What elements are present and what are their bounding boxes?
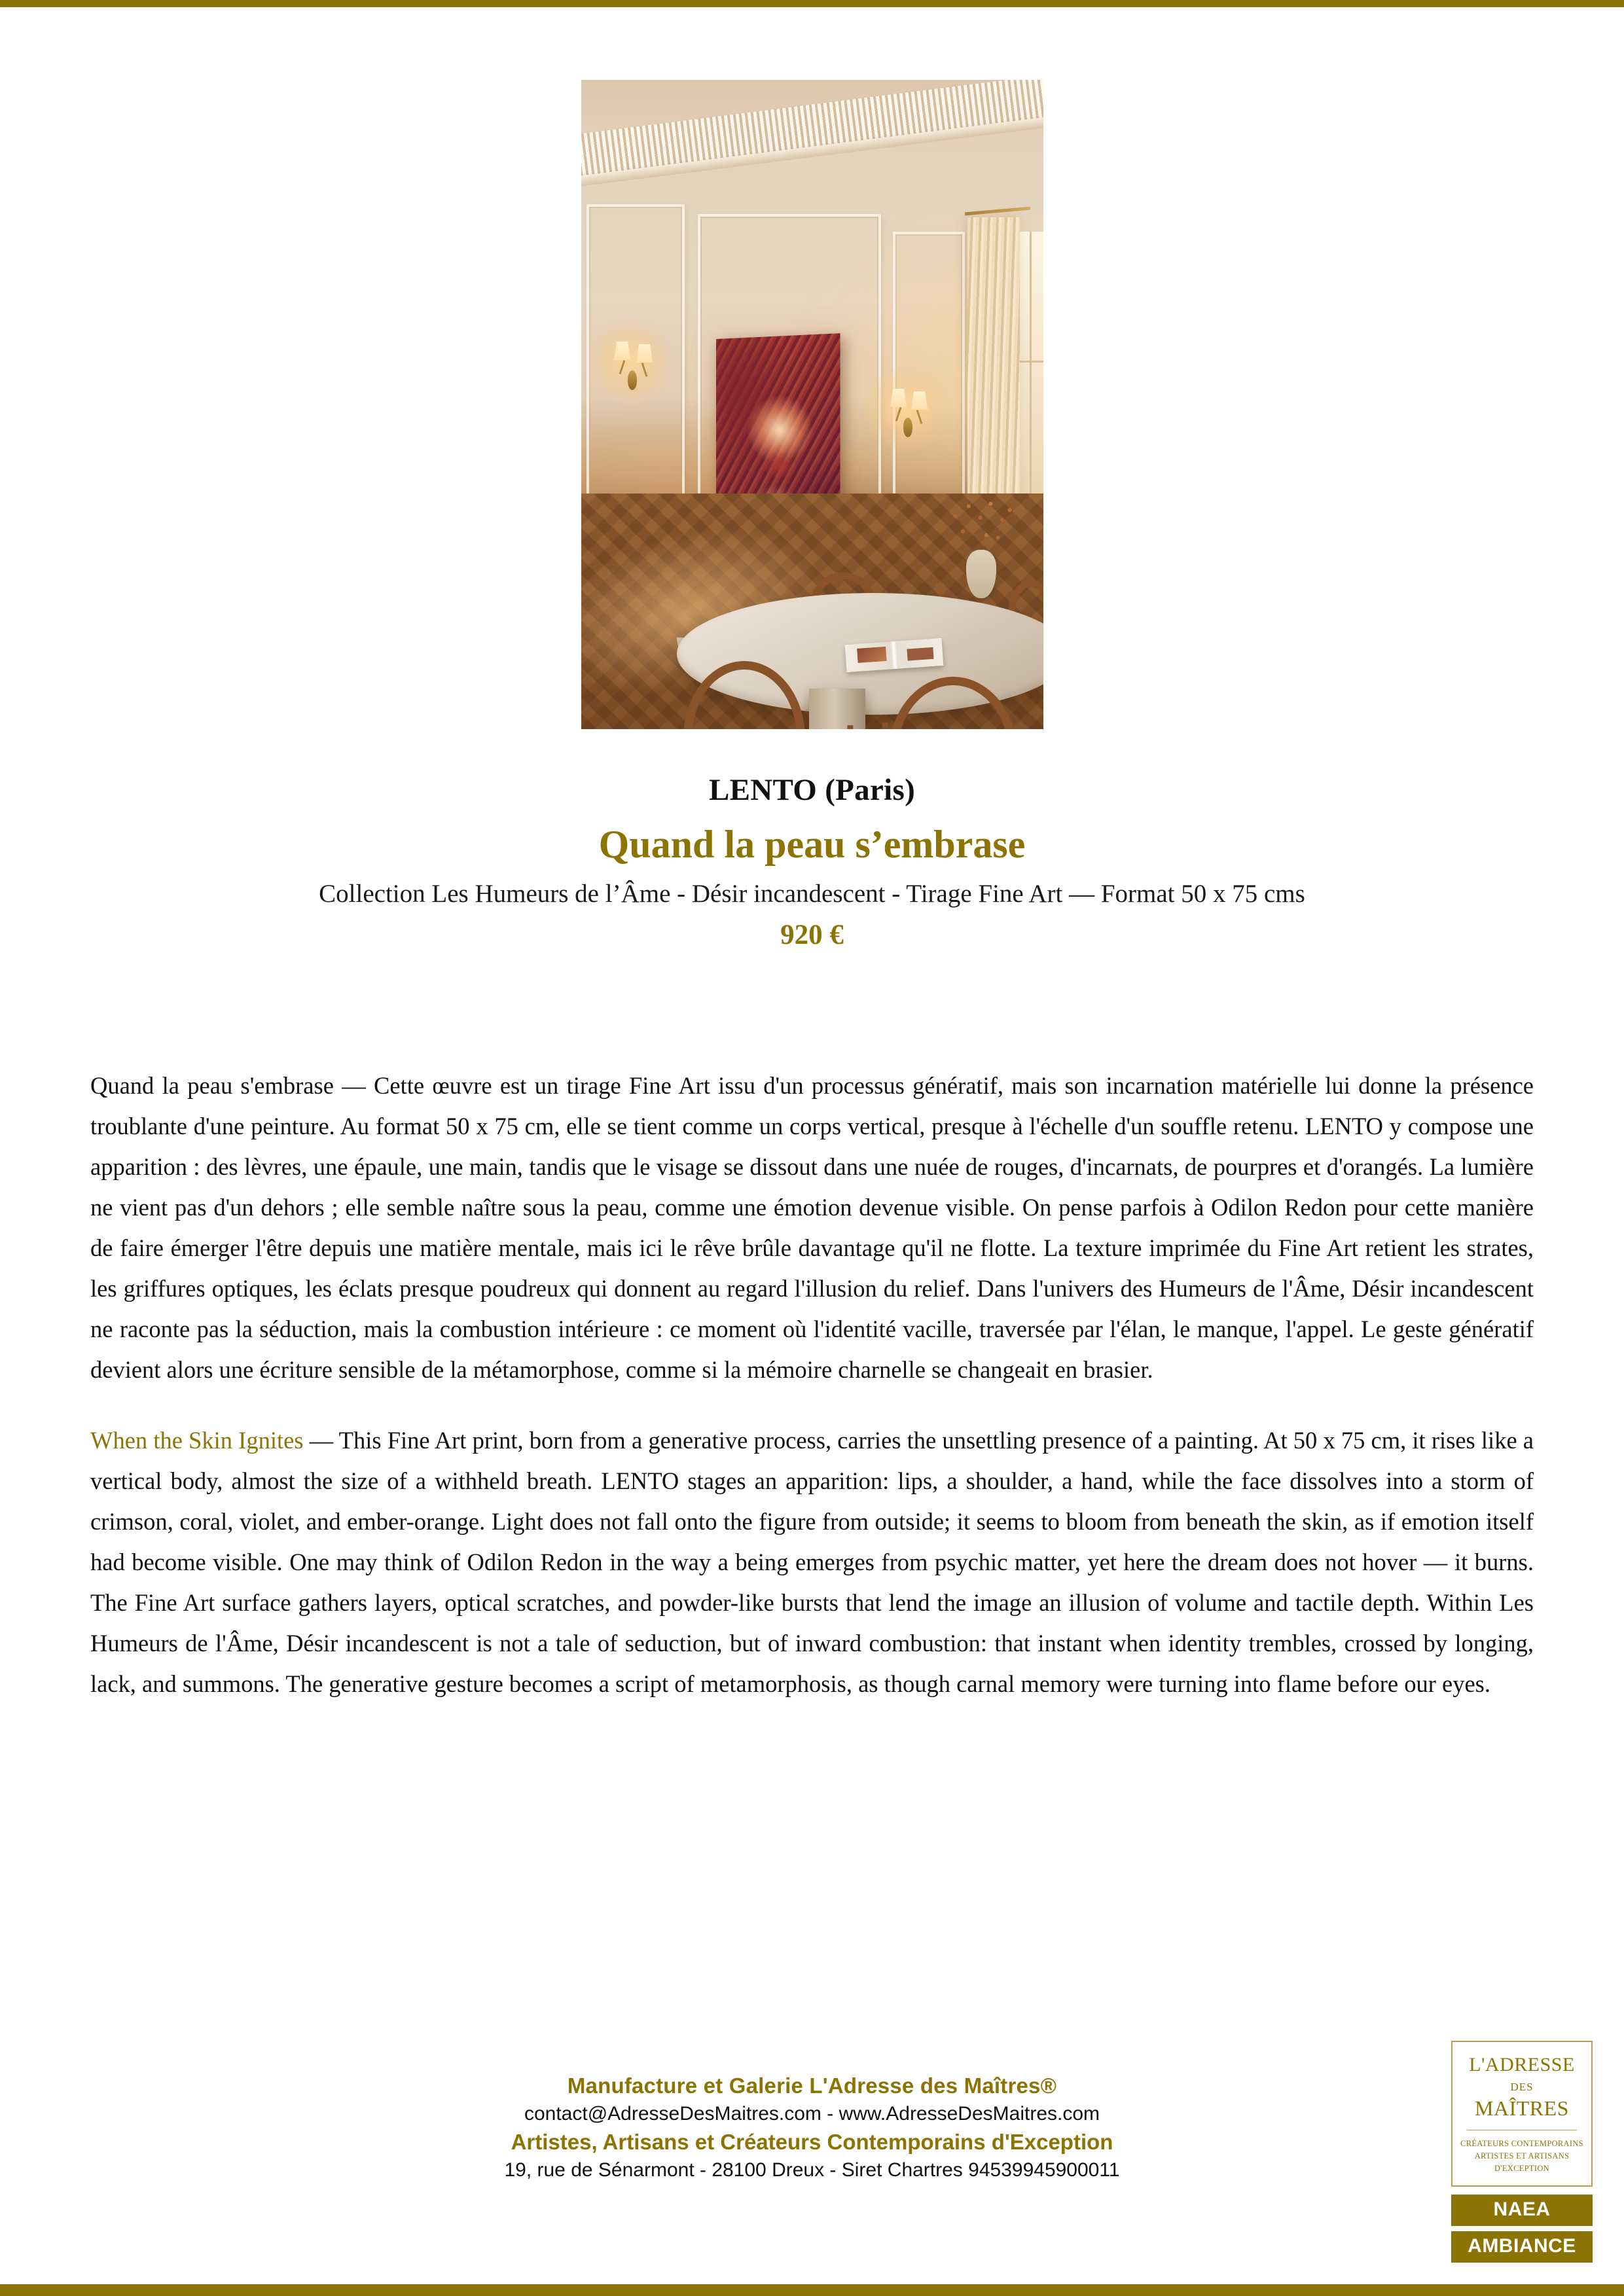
footer-contact[interactable]: contact@AdresseDesMaitres.com - www.AdresseDesMaitres.com [524, 2103, 1100, 2125]
table-pedestal [809, 689, 865, 729]
paragraph-english-text: — This Fine Art print, born from a generative process, carries the unsettling presence of a painting. At 50 x 75 cm, it rises like a vertical body, almost the size of a withheld breath. LENTO stages an apparition: lips, a shoulder, a hand, while the face dissolves into a storm of crimson, coral, violet, and ember-orange. Light does not fall onto the figure from outside; it seems to bloom from beneath the skin, as if emotion itself had become visible. One may think of Odilon Redon in the way a being emerges from psychic matter, yet here the dream does not hover — it burns. The Fine Art surface gathers layers, optical scratches, and powder-like bursts that lend the image an illusion of volume and tactile depth. Within Les Humeurs de l'Âme, Désir incandescent is not a tale of seduction, but of inward combustion: that instant when identity trembles, crossed by longing, lack, and summons. The generative gesture becomes a script of metamorphosis, as though carnal memory were turning into flame before our eyes. [90, 1427, 1534, 1697]
description-block [90, 1066, 1534, 1704]
logo-tagline-2: ARTISTES ET ARTISANS [1474, 2151, 1570, 2161]
paragraph-french-text: — Cette œuvre est un tirage Fine Art issu d'un processus génératif, mais son incarnation matérielle lui donne la présence troublante d'une peinture. Au format 50 x 75 cm, elle se tient comme un corps vertical, presque à l'échelle d'un souffle retenu. LENTO y compose une apparition : des lèvres, une épaule, une main, tandis que le visage se dissout dans une nuée de rouges, d'incarnats, de pourpres et d'orangés. La lumière ne vient pas d'un dehors ; elle semble naître sous la peau, comme une émotion devenue visible. On pense parfois à Odilon Redon pour cette manière de faire émerger l'être depuis une matière mentale, mais ici le rêve brûle davantage qu'il ne flotte. La texture imprimée du Fine Art retient les strates, les griffures optiques, les éclats presque poudreux qui donnent au regard l'illusion du relief. Dans l'univers des Humeurs de l'Âme, Désir incandescent ne raconte pas la séduction, mais la combustion intérieure : ce moment où l'identité vacille, traversée par l'élan, le manque, l'appel. Le geste génératif devient alors une écriture sensible de la métamorphose, comme si la mémoire charnelle se changeait en brasier. [90, 1072, 1534, 1383]
room-scene [581, 80, 1043, 729]
logo-line-maitres: MAÎTRES [1475, 2096, 1569, 2120]
sconce-glow [584, 319, 676, 404]
paragraph-english-lead: When the Skin Ignites [90, 1427, 304, 1454]
bottom-gold-rule [0, 2284, 1624, 2296]
logo-tagline-1: CRÉATEURS CONTEMPORAINS [1460, 2139, 1583, 2148]
sconce-backplate [903, 418, 912, 437]
footer [0, 2073, 1624, 2181]
paragraph-english [90, 1420, 1534, 1704]
badge-naea: NAEA [1451, 2195, 1593, 2226]
title-block [0, 772, 1624, 951]
logo-line-adresse: L'ADRESSE [1469, 2054, 1575, 2075]
sconce-glow [860, 367, 952, 452]
sconce-backplate [628, 370, 637, 390]
page-title: Quand la peau s’embrase [598, 823, 1026, 866]
curtain-rod [965, 207, 1030, 216]
lamp-shade [911, 391, 928, 410]
paragraph-french [90, 1066, 1534, 1390]
artwork-room-photo [581, 80, 1043, 729]
logo-card [1451, 2041, 1593, 2187]
artist-name: LENTO (Paris) [708, 773, 916, 807]
lamp-shade [614, 342, 630, 360]
logo-tagline-3: D'EXCEPTION [1494, 2164, 1550, 2173]
work-subtitle: Collection Les Humeurs de l’Âme - Désir incandescent - Tirage Fine Art — Format 50 x 75 cms [319, 880, 1305, 908]
top-gold-rule [0, 0, 1624, 7]
footer-tagline: Artistes, Artisans et Créateurs Contemporains d'Exception [511, 2130, 1113, 2154]
badge-ambiance: AMBIANCE [1451, 2231, 1593, 2263]
logo-line-des: DES [1510, 2081, 1534, 2093]
brand-logo-block [1451, 2041, 1593, 2263]
lamp-shade [890, 389, 907, 407]
price-label: 920 € [780, 920, 844, 950]
paragraph-french-lead: Quand la peau s'embrase [90, 1072, 334, 1099]
footer-company-name: Manufacture et Galerie L'Adresse des Maîtres® [567, 2073, 1057, 2098]
footer-address: 19, rue de Sénarmont - 28100 Dreux - Siret Chartres 94539945900011 [504, 2159, 1120, 2181]
lamp-shade [636, 344, 653, 363]
